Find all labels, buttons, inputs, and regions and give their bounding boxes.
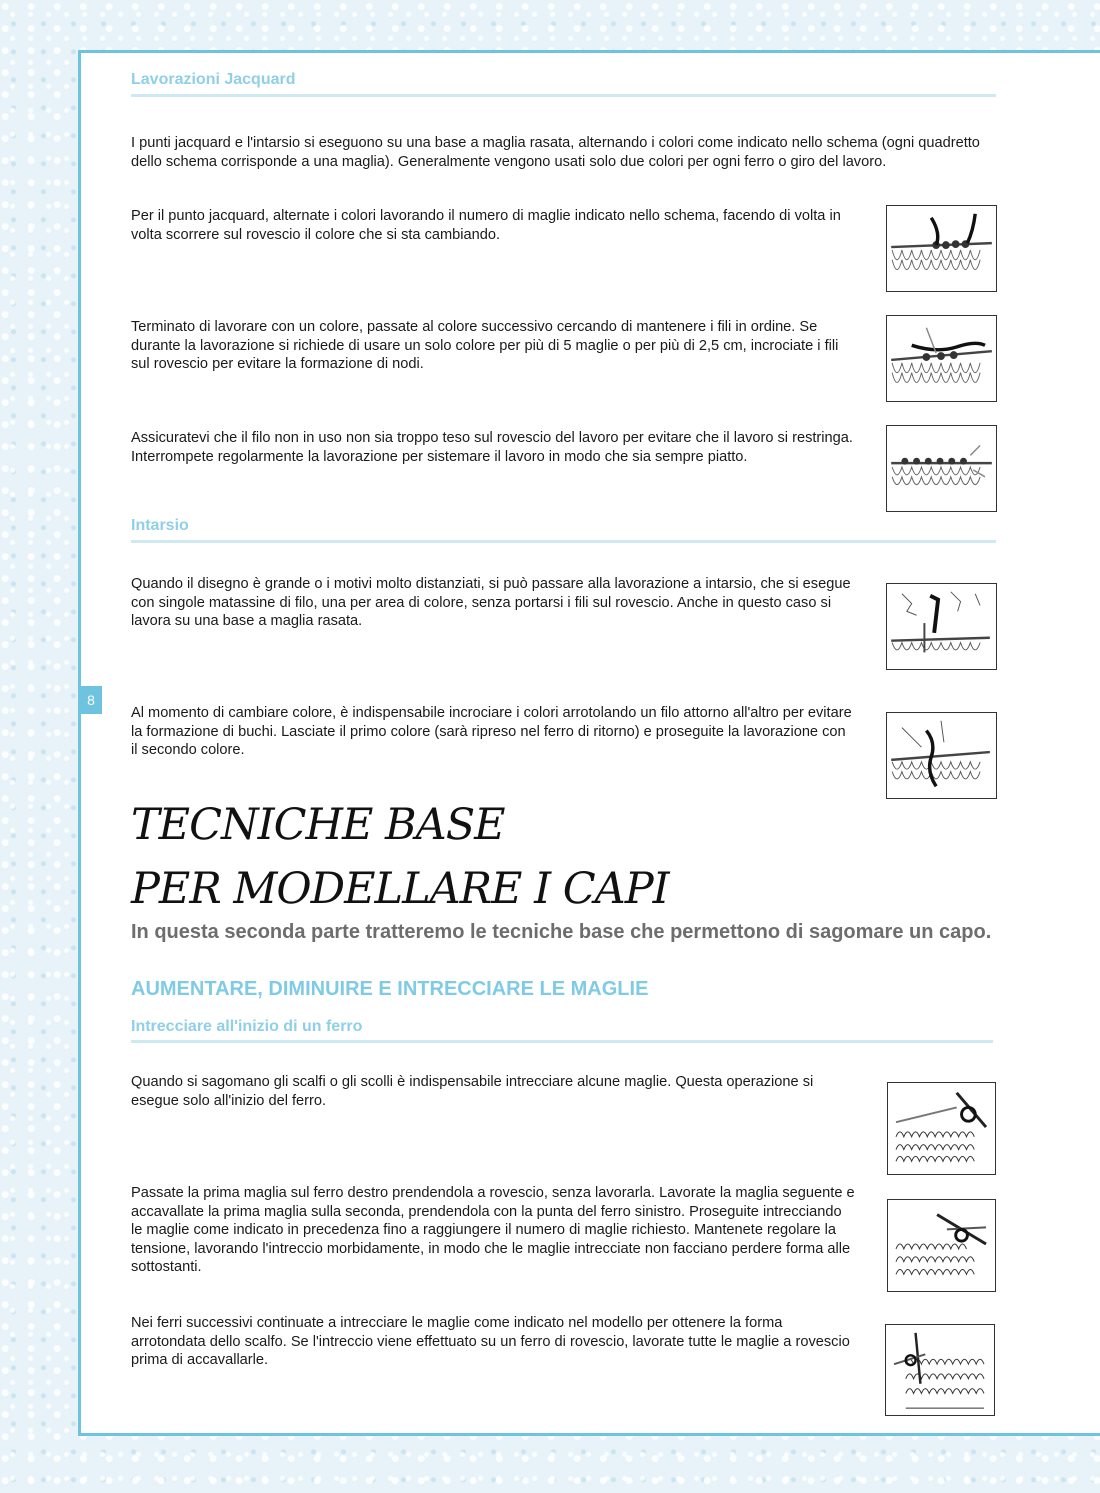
jacquard-stitch-illustration-1 [886, 205, 997, 292]
title-line-2: PER MODELLARE I CAPI [131, 864, 669, 914]
paragraph-intrecciare-2: Passate la prima maglia sul ferro destro prendendola a rovescio, senza lavorarla. Lavorate la maglia seguente e accavallate la prima maglia sulla seconda, prendendola con la punta del ferro sinistro. Proseguite intrecciando le maglie come indicato in precedenza fino a raggiungere il numero di maglie richiesto. Mantenete regolare la tensione, lavorando l'intreccio morbidamente, in modo che le maglie intrecciate non facciano perdere forma alle sottostanti. [131, 1185, 855, 1275]
section-rule [131, 540, 996, 543]
section-rule [131, 1040, 993, 1043]
section-title-intarsio: Intarsio [131, 517, 189, 534]
bind-off-illustration-1 [887, 1082, 996, 1175]
page-number: 8 [80, 686, 102, 714]
jacquard-stitch-illustration-2 [886, 315, 997, 402]
section-title-jacquard: Lavorazioni Jacquard [131, 71, 296, 88]
paragraph-intarsio-2: Al momento di cambiare colore, è indispensabile incrociare i colori arrotolando un filo attorno all'altro per evitare la formazione di buchi. Lasciate il primo colore (sarà ripreso nel ferro di ritorno) e proseguite la lavorazione con il secondo colore. [131, 705, 852, 758]
main-heading: AUMENTARE, DIMINUIRE E INTRECCIARE LE MAGLIE [131, 978, 649, 1000]
section-rule [131, 94, 996, 97]
paragraph-jacquard-1: Per il punto jacquard, alternate i colori lavorando il numero di maglie indicato nello schema, facendo di volta in volta scorrere sul rovescio il colore che si sta cambiando. [131, 208, 841, 243]
intarsio-illustration-1 [886, 583, 997, 670]
subtitle: In questa seconda parte tratteremo le tecniche base che permettono di sagomare un capo. [131, 921, 992, 943]
paragraph-jacquard-intro: I punti jacquard e l'intarsio si eseguono su una base a maglia rasata, alternando i colori come indicato nello schema (ogni quadretto dello schema corrisponde a una maglia). Generalmente vengono usati solo due colori per ogni ferro o giro del lavoro. [131, 135, 980, 170]
paragraph-intrecciare-3: Nei ferri successivi continuate a intrecciare le maglie come indicato nel modello per ottenere la forma arrotondata dello scalfo. Se l'intreccio viene effettuato su un ferro di rovescio, lavorate tutte le maglie a rovescio prima di accavallarle. [131, 1315, 850, 1368]
bind-off-illustration-2 [887, 1199, 996, 1292]
paragraph-jacquard-3: Assicuratevi che il filo non in uso non sia troppo teso sul rovescio del lavoro per evitare che il lavoro si restringa. Interrompete regolarmente la lavorazione per sistemare il lavoro in modo che sia sempre piatto. [131, 430, 853, 465]
paragraph-intarsio-1: Quando il disegno è grande o i motivi molto distanziati, si può passare alla lavorazione a intarsio, che si esegue con singole matassine di filo, una per area di colore, senza portarsi i fili sul rovescio. Anche in questo caso si lavora su una base a maglia rasata. [131, 576, 851, 629]
paragraph-intrecciare-1: Quando si sagomano gli scalfi o gli scolli è indispensabile intrecciare alcune maglie. Questa operazione si esegue solo all'inizio del ferro. [131, 1074, 814, 1109]
title-line-1: TECNICHE BASE [131, 800, 505, 850]
intarsio-illustration-2 [886, 712, 997, 799]
bind-off-illustration-3 [885, 1324, 995, 1416]
jacquard-stitch-illustration-3 [886, 425, 997, 512]
section-title-intrecciare: Intrecciare all'inizio di un ferro [131, 1018, 363, 1035]
paragraph-jacquard-2: Terminato di lavorare con un colore, passate al colore successivo cercando di mantenere i fili in ordine. Se durante la lavorazione si richiede di usare un solo colore per più di 5 maglie o per più di 2,5 cm, incrociate i fili sul rovescio per evitare la formazione di nodi. [131, 319, 839, 372]
